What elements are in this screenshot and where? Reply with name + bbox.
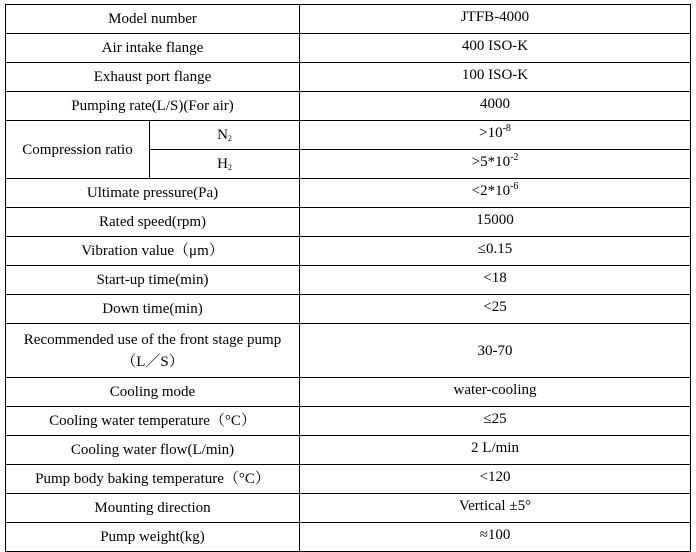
- row-value: 2 L/min: [300, 436, 691, 465]
- gas-n2-label: [150, 121, 300, 150]
- gas-subscript: 2: [227, 134, 232, 143]
- row-value: ≤0.15: [300, 237, 691, 266]
- row-value: Vertical ±5°: [300, 494, 691, 523]
- gas-symbol: N: [217, 127, 228, 143]
- table-row: [6, 295, 691, 324]
- row-value: JTFB-4000: [300, 5, 691, 34]
- row-label: Rated speed(rpm): [6, 208, 300, 237]
- table-row: [6, 5, 691, 34]
- row-label: Exhaust port flange: [6, 63, 300, 92]
- table-row: [6, 34, 691, 63]
- row-value: [300, 179, 691, 208]
- row-value: <120: [300, 465, 691, 494]
- value-base: <2*10: [471, 183, 511, 199]
- row-label: Mounting direction: [6, 494, 300, 523]
- row-label: Pump weight(kg): [6, 523, 300, 552]
- row-label: Cooling mode: [6, 378, 300, 407]
- row-value: 15000: [300, 208, 691, 237]
- row-label: Model number: [6, 5, 300, 34]
- row-value: ≈100: [300, 523, 691, 552]
- row-value: <25: [300, 295, 691, 324]
- value-exponent: -6: [510, 181, 519, 192]
- row-value: <18: [300, 266, 691, 295]
- row-value: [300, 121, 691, 150]
- table-row: [6, 494, 691, 523]
- value-exponent: -8: [502, 123, 511, 134]
- row-value: [300, 150, 691, 179]
- table-row: [6, 121, 691, 150]
- gas-symbol: H: [217, 156, 228, 172]
- table-row: [6, 407, 691, 436]
- value-base: >5*10: [471, 154, 511, 170]
- value-base: >10: [479, 125, 503, 141]
- row-label: Cooling water flow(L/min): [6, 436, 300, 465]
- row-label: Cooling water temperature（°C）: [6, 407, 300, 436]
- table-row: [6, 92, 691, 121]
- table-row: [6, 523, 691, 552]
- table-row: [6, 378, 691, 407]
- row-value: 400 ISO-K: [300, 34, 691, 63]
- row-value: ≤25: [300, 407, 691, 436]
- table-row: [6, 324, 691, 378]
- gas-subscript: 2: [227, 163, 232, 172]
- row-label: Start-up time(min): [6, 266, 300, 295]
- row-label: Pump body baking temperature（°C）: [6, 465, 300, 494]
- table-row: [6, 436, 691, 465]
- table-row: [6, 208, 691, 237]
- table-row: [6, 266, 691, 295]
- table-row: [6, 465, 691, 494]
- row-value: 4000: [300, 92, 691, 121]
- spec-table-container: [5, 4, 691, 552]
- row-label-text: Recommended use of the front stage pump（L／S）: [23, 331, 282, 370]
- row-label: Down time(min): [6, 295, 300, 324]
- table-row: [6, 237, 691, 266]
- table-row: [6, 63, 691, 92]
- row-label: Ultimate pressure(Pa): [6, 179, 300, 208]
- row-value: 30-70: [300, 324, 691, 378]
- row-label: [6, 324, 300, 378]
- row-label: Air intake flange: [6, 34, 300, 63]
- gas-h2-label: [150, 150, 300, 179]
- row-label: Vibration value（μm）: [6, 237, 300, 266]
- value-exponent: -2: [510, 152, 519, 163]
- spec-table: [5, 4, 691, 552]
- row-value: water-cooling: [300, 378, 691, 407]
- row-label: Pumping rate(L/S)(For air): [6, 92, 300, 121]
- compression-ratio-label: Compression ratio: [6, 121, 150, 179]
- row-value: 100 ISO-K: [300, 63, 691, 92]
- table-row: [6, 179, 691, 208]
